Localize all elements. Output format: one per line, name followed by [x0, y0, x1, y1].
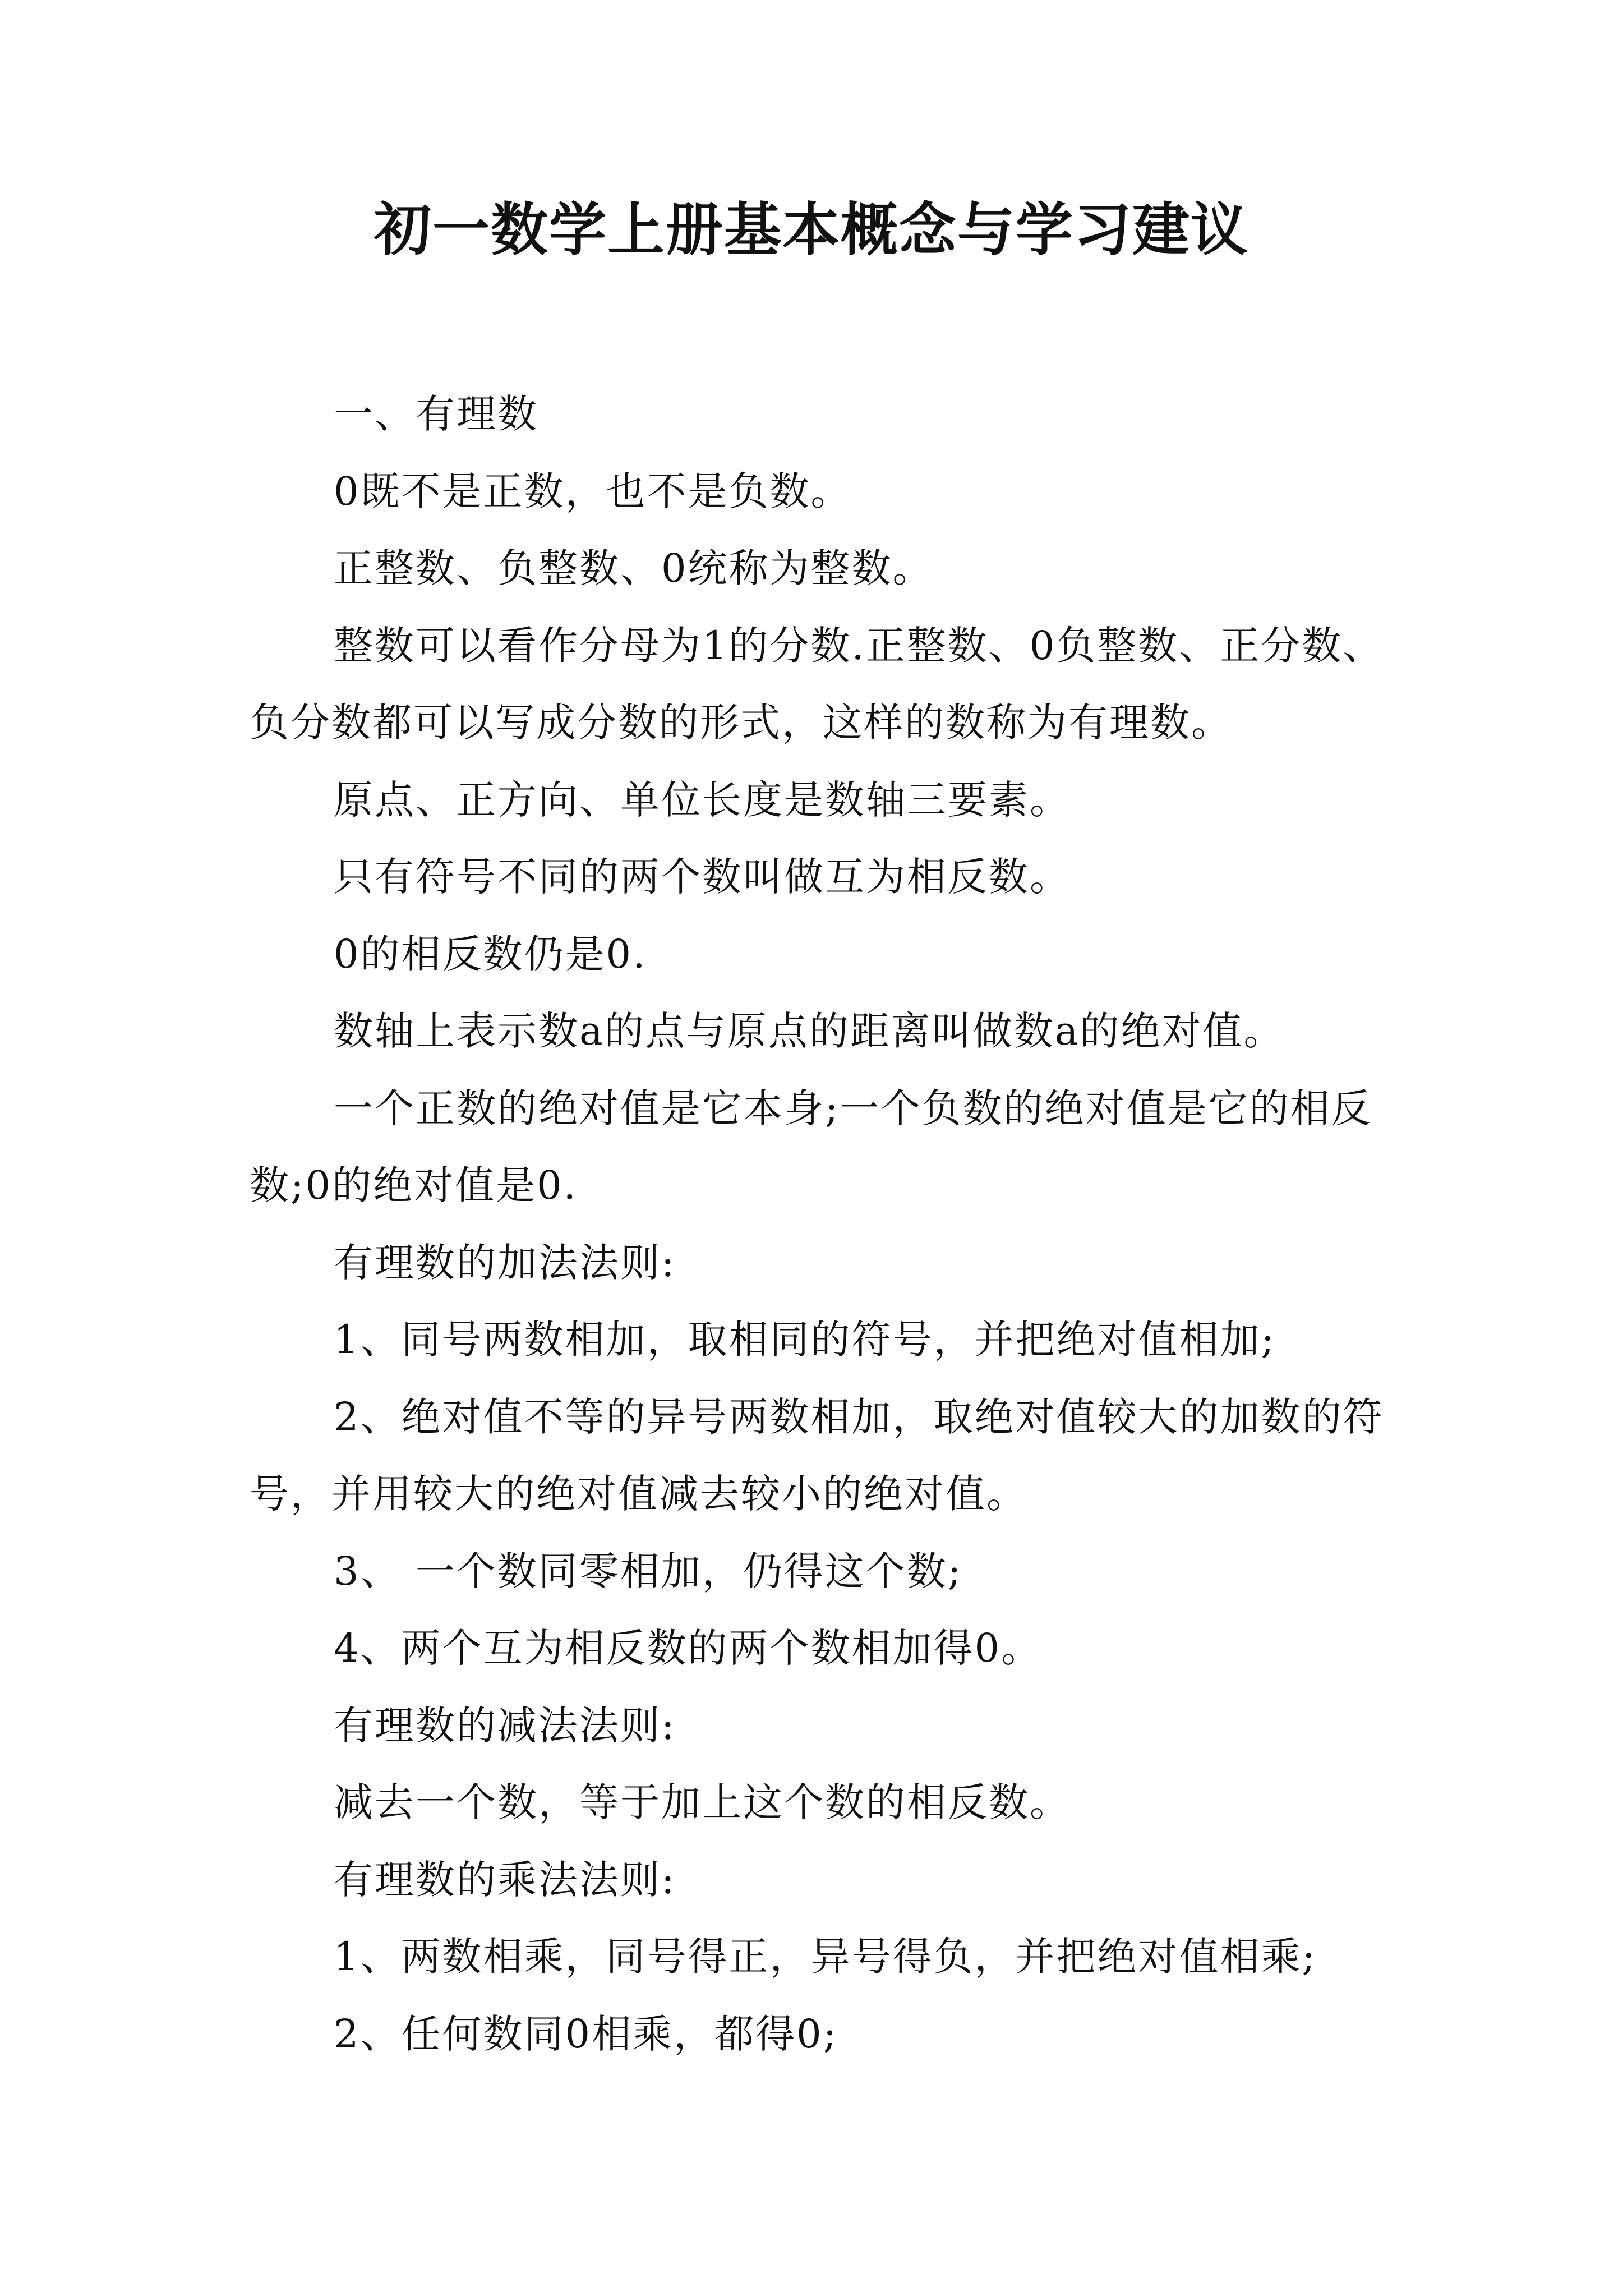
paragraph: 原点、正方向、单位长度是数轴三要素。: [334, 776, 1071, 823]
paragraph: 数轴上表示数a的点与原点的距离叫做数a的绝对值。: [334, 1008, 1285, 1054]
paragraph: 1、两数相乘，同号得正，异号得负，并把绝对值相乘;: [334, 1934, 1317, 1980]
paragraph: 0的相反数仍是0.: [334, 931, 647, 977]
paragraph: 整数可以看作分母为1的分数.正整数、0负整数、正分数、负分数都可以写成分数的形式，这样的数称为有理数。: [250, 622, 1384, 746]
paragraph: 正整数、负整数、0统称为整数。: [334, 545, 934, 591]
paragraph: 2、绝对值不等的异号两数相加，取绝对值较大的加数的符号，并用较大的绝对值减去较小的绝对值。: [250, 1393, 1384, 1517]
paragraph: 减去一个数，等于加上这个数的相反数。: [334, 1779, 1071, 1825]
paragraph: 1、同号两数相加，取相同的符号，并把绝对值相加;: [334, 1317, 1276, 1363]
paragraph: 3、 一个数同零相加，仍得这个数;: [334, 1548, 963, 1594]
paragraph: 有理数的乘法法则:: [334, 1856, 676, 1903]
document-body: [250, 376, 1391, 2073]
paragraph: 一个正数的绝对值是它本身;一个负数的绝对值是它的相反数;0的绝对值是0.: [250, 1085, 1372, 1208]
paragraph: 有理数的加法法则:: [334, 1239, 676, 1286]
paragraph: 一、有理数: [334, 391, 538, 437]
paragraph: 4、两个互为相反数的两个数相加得0。: [334, 1625, 1043, 1671]
paragraph: 只有符号不同的两个数叫做互为相反数。: [334, 854, 1071, 900]
paragraph: 有理数的减法法则:: [334, 1702, 676, 1749]
paragraph: 0既不是正数，也不是负数。: [334, 468, 852, 514]
paragraph: 2、任何数同0相乘，都得0;: [334, 2010, 838, 2057]
document-title: 初一数学上册基本概念与学习建议: [374, 196, 1249, 264]
